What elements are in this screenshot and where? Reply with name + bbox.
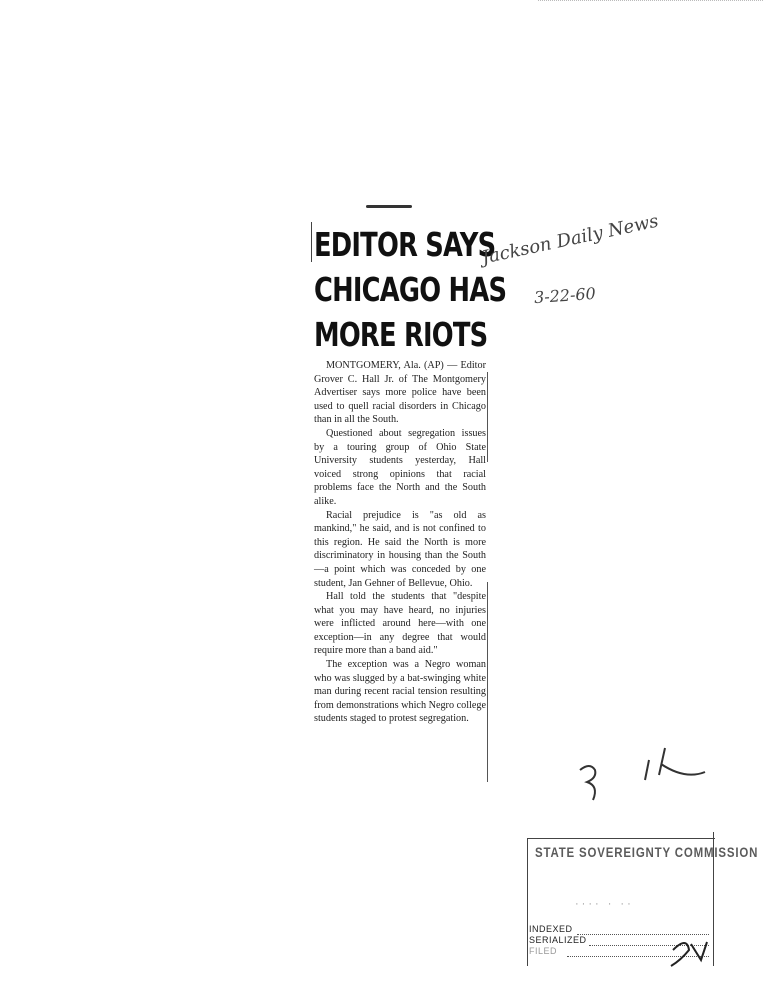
paragraph: The exception was a Negro woman who was slugged by a bat-swinging white man during recent racial tension resulting from demonstrations which Negro college students staged to protest segregation. xyxy=(314,659,487,725)
paragraph: Racial prejudice is "as old as mankind," he said, and is not confined to this region. He said the North is more discriminatory in housing than the South—a point which was conceded by one student, Jan Gehner of Bellevue, Ohio. xyxy=(314,509,486,589)
clipping-mark xyxy=(366,205,412,208)
stamp-title: STATE SOVEREIGNTY COMMISSION xyxy=(535,844,759,860)
top-dotted-edge xyxy=(538,0,763,2)
paragraph: Hall told the students that "despite what you may have heard, no injuries were inflicted around here—with one exception—in any degree that would require more than a band aid." xyxy=(314,591,486,657)
article-body xyxy=(314,359,486,726)
handwritten-paper-name: Jackson Daily News xyxy=(480,210,661,269)
stamp-filed: FILED xyxy=(529,946,558,956)
stamp-indexed: INDEXED xyxy=(529,924,573,934)
handwritten-date: 3-22-60 xyxy=(533,283,597,308)
clip-edge xyxy=(487,372,488,462)
clip-edge xyxy=(487,582,488,782)
commission-stamp xyxy=(527,832,759,972)
paragraph: Questioned about segregation issues by a touring group of Ohio State University students yesterday, Hall voiced strong opinions that racial problems face the North and the South alike. xyxy=(314,427,486,507)
headline-line-1: EDITOR SAYS xyxy=(314,225,496,264)
handwritten-scribble xyxy=(575,740,715,810)
stamp-faded-date: ···· · ·· xyxy=(575,898,634,910)
headline-line-2: CHICAGO HAS xyxy=(314,270,507,309)
headline-line-3: MORE RIOTS xyxy=(314,315,488,354)
stamp-serialized: SERIALIZED xyxy=(529,935,587,945)
headline xyxy=(314,222,507,357)
paragraph: MONTGOMERY, Ala. (AP) — Editor Grover C. Hall Jr. of The Montgomery Advertiser says more police have been used to quell racial disorders in Chicago than in all the South. xyxy=(314,360,486,426)
stamp-initials xyxy=(667,930,713,970)
newspaper-clipping xyxy=(314,222,507,726)
clip-edge xyxy=(311,222,312,262)
